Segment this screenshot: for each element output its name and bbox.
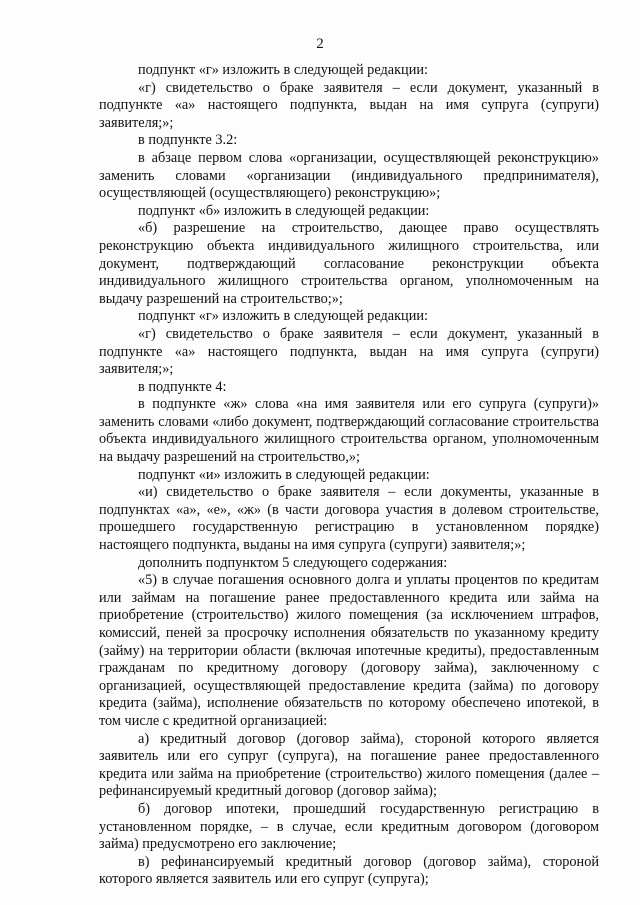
page-number: 2 xyxy=(316,36,324,52)
paragraph: в подпункте 4: xyxy=(138,378,227,395)
paragraph: подпункт «г» изложить в следующей редакции: xyxy=(138,62,428,78)
paragraph: «5) в случае погашения основного долга и уплаты процентов по кредитам или займам на погашение ранее предоставленного кредита или займа на приобретение (строительство) жилого помещения (за исключением штрафов, комиссий, пеней за просрочку исполнения обязательств по указанному кредиту (займу) на территории области (включая ипотечные кредиты), предоставленным гражданам по кредитному договору (договору займа), заключенному с организацией, осуществляющей предоставление кредита (займа) по договору кредита (займа), исполнение обязательств по которому обеспечено ипотекой, в том числе с кредитной организацией: xyxy=(99,572,599,729)
paragraph: «б) разрешение на строительство, дающее право осуществлять реконструкцию объекта индивидуального жилищного строительства, или документ, подтверждающий согласование реконструкции объекта индивидуального жилищного строительства органом, уполномоченным на выдачу разрешений на строительство;»; xyxy=(99,220,599,307)
paragraph: в подпункте «ж» слова «на имя заявителя или его супруга (супруги)» заменить словами «либо документ, подтверждающий согласование строительства объекта индивидуального жилищного строительства органом, уполномоченным на выдачу разрешений на строительство,»; xyxy=(99,396,599,466)
paragraph: а) кредитный договор (договор займа), стороной которого является заявитель или его супруг (супруга), на погашение ранее предоставленного кредита или займа на приобретение (строительство) жилого помещения (далее – рефинансируемый кредитный договор (договор займа); xyxy=(99,730,599,800)
paragraph: в абзаце первом слова «организации, осуществляющей реконструкцию» заменить словами «организации (индивидуального предпринимателя), осуществляющей (осуществляющего) реконструкцию»; xyxy=(99,149,599,202)
paragraph: подпункт «и» изложить в следующей редакции: xyxy=(138,466,430,483)
document-body xyxy=(99,62,599,889)
paragraph: в подпункте 3.2: xyxy=(138,132,238,149)
paragraph: «г) свидетельство о браке заявителя – если документ, указанный в подпункте «а» настоящего подпункта, выдан на имя супруга (супруги) заявителя;»; xyxy=(99,325,599,378)
paragraph: подпункт «б» изложить в следующей редакции: xyxy=(138,202,430,219)
paragraph: б) договор ипотеки, прошедший государственную регистрацию в установленном порядке, – в случае, если кредитным договором (договором займа) предусмотрено его заключение; xyxy=(99,800,599,853)
paragraph: в) рефинансируемый кредитный договор (договор займа), стороной которого является заявитель или его супруг (супруга); xyxy=(99,853,599,888)
paragraph: «и) свидетельство о браке заявителя – если документы, указанные в подпунктах «а», «е», «ж» (в части договора участия в долевом строительстве, прошедшего государственную регистрацию в установленном порядке) настоящего подпункта, выданы на имя супруга (супруги) заявителя;»; xyxy=(99,484,599,554)
paragraph: подпункт «г» изложить в следующей редакции: xyxy=(138,308,428,325)
paragraph: дополнить подпунктом 5 следующего содержания: xyxy=(138,554,448,571)
paragraph: «г) свидетельство о браке заявителя – если документ, указанный в подпункте «а» настоящего подпункта, выдан на имя супруга (супруги) заявителя;»; xyxy=(99,79,599,131)
